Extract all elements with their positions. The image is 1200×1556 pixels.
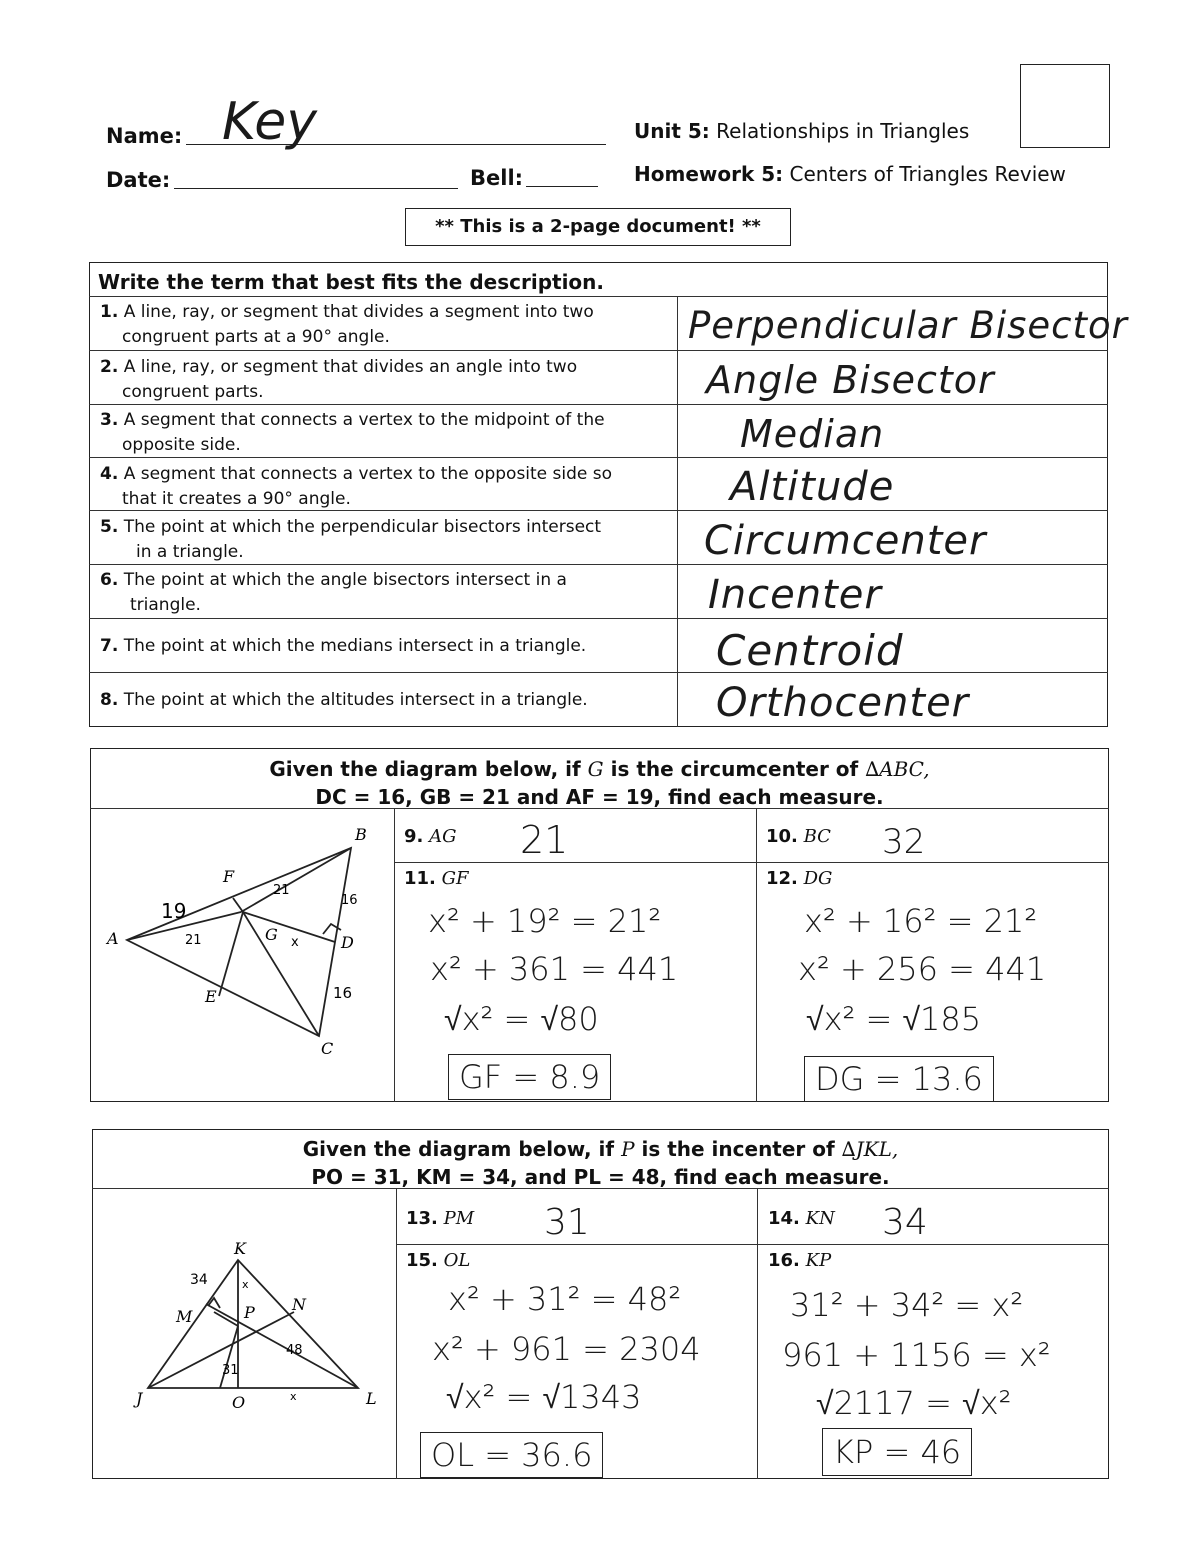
value-x: x — [290, 1390, 297, 1403]
answer-12-box: DG = 13.6 — [804, 1056, 994, 1102]
question-number: 13. — [406, 1208, 438, 1229]
value-16: 16 — [333, 984, 353, 1002]
row-line — [394, 862, 1109, 863]
heading-text: Given the diagram below, if — [269, 757, 588, 781]
question-14 — [768, 1208, 835, 1229]
notice-text: ** This is a 2-page document! ** — [435, 216, 761, 237]
term-description: A line, ray, or segment that divides an angle into two — [123, 357, 578, 377]
unit-label: Unit 5: — [634, 119, 710, 143]
value-21: 21 — [273, 883, 290, 898]
question-11 — [404, 868, 469, 889]
row-line — [396, 1244, 1109, 1245]
triangle-jkl-diagram — [96, 1192, 392, 1476]
value-48: 48 — [286, 1343, 303, 1358]
row-line — [89, 350, 1108, 351]
value-34: 34 — [190, 1272, 208, 1288]
value-x: x — [291, 935, 299, 950]
work-16-line-3: √2117 = √x² — [816, 1384, 1012, 1422]
label-a: A — [107, 929, 119, 948]
question-var: OL — [443, 1250, 471, 1271]
question-number: 11. — [404, 868, 436, 889]
unit-heading — [634, 119, 969, 143]
work-16-line-1: 31² + 34² = x² — [790, 1286, 1024, 1324]
bell-field[interactable] — [526, 160, 598, 187]
label-f: F — [223, 867, 235, 886]
term-number: 5. — [100, 517, 119, 537]
heading-text: is the incenter of — [634, 1137, 842, 1161]
term-row-8 — [100, 688, 588, 713]
label-p: P — [244, 1303, 255, 1322]
question-13 — [406, 1208, 474, 1229]
term-description: triangle. — [130, 595, 201, 615]
term-number: 2. — [100, 357, 119, 377]
question-var: AG — [429, 826, 457, 847]
label-k: K — [234, 1239, 246, 1258]
homework-heading — [634, 162, 1066, 186]
question-9 — [404, 826, 457, 847]
term-answer-8: Orthocenter — [716, 680, 970, 726]
term-number: 7. — [100, 636, 119, 656]
label-o: O — [232, 1393, 246, 1412]
row-line — [92, 1188, 1109, 1189]
work-15-line-2: x² + 961 = 2304 — [432, 1330, 701, 1368]
work-11-line-3: √x² = √80 — [444, 1000, 599, 1038]
question-var: GF — [441, 868, 469, 889]
term-description: The point at which the altitudes intersect in a triangle. — [123, 690, 588, 710]
term-number: 3. — [100, 410, 119, 430]
label-b: B — [355, 825, 367, 844]
question-number: 14. — [768, 1208, 800, 1229]
term-row-2 — [100, 355, 577, 405]
heading-givens: PO = 31, KM = 34, and PL = 48, find each measure. — [311, 1165, 890, 1189]
name-value: Key — [222, 92, 318, 152]
section2-heading — [92, 1135, 1109, 1191]
answer-15-box: OL = 36.6 — [420, 1432, 603, 1478]
term-description: congruent parts at a 90° angle. — [122, 327, 390, 347]
term-description: The point at which the medians intersect in a triangle. — [123, 636, 587, 656]
work-15-line-1: x² + 31² = 48² — [448, 1280, 682, 1318]
col-line — [394, 808, 395, 1102]
heading-var: G — [587, 757, 604, 781]
name-label: Name: — [106, 124, 183, 148]
triangle-abc-diagram — [95, 812, 391, 1098]
row-line — [89, 296, 1108, 297]
work-15-line-3: √x² = √1343 — [446, 1378, 642, 1416]
question-number: 16. — [768, 1250, 800, 1271]
term-answer-2: Angle Bisector — [706, 358, 995, 402]
value-16: 16 — [341, 893, 358, 908]
term-answer-7: Centroid — [716, 626, 904, 675]
question-number: 9. — [404, 826, 424, 847]
unit-title: Relationships in Triangles — [716, 119, 970, 143]
terms-heading: Write the term that best fits the description. — [98, 270, 605, 294]
question-12 — [766, 868, 832, 889]
term-row-1 — [100, 300, 594, 350]
heading-text: is the circumcenter of — [603, 757, 866, 781]
term-description: A segment that connects a vertex to the midpoint of the — [123, 410, 605, 430]
question-number: 15. — [406, 1250, 438, 1271]
term-description: The point at which the angle bisectors intersect in a — [123, 570, 567, 590]
section1-heading — [90, 755, 1109, 811]
term-answer-5: Circumcenter — [704, 518, 987, 564]
notice-box — [405, 208, 791, 246]
term-description: in a triangle. — [136, 542, 244, 562]
term-description: opposite side. — [122, 435, 241, 455]
term-row-7 — [100, 634, 586, 659]
term-answer-6: Incenter — [708, 572, 882, 618]
heading-triangle: ∆JKL, — [841, 1137, 899, 1161]
question-number: 10. — [766, 826, 798, 847]
heading-givens: DC = 16, GB = 21 and AF = 19, find each measure. — [315, 785, 884, 809]
date-label: Date: — [106, 168, 171, 192]
term-row-4 — [100, 462, 612, 512]
term-number: 4. — [100, 464, 119, 484]
term-row-6 — [100, 568, 567, 618]
work-11-line-1: x² + 19² = 21² — [428, 902, 662, 940]
term-row-3 — [100, 408, 605, 458]
question-number: 12. — [766, 868, 798, 889]
row-line — [90, 808, 1109, 809]
label-l: L — [366, 1389, 377, 1408]
work-11-line-2: x² + 361 = 441 — [430, 950, 679, 988]
question-16 — [768, 1250, 831, 1271]
terms-divider — [677, 296, 678, 727]
date-field[interactable] — [174, 160, 458, 189]
bell-label: Bell: — [470, 166, 524, 190]
question-10 — [766, 826, 831, 847]
question-var: BC — [803, 826, 831, 847]
label-m: M — [176, 1307, 193, 1326]
question-15 — [406, 1250, 470, 1271]
work-12-line-3: √x² = √185 — [806, 1000, 982, 1038]
term-number: 6. — [100, 570, 119, 590]
answer-13: 31 — [544, 1202, 590, 1243]
work-16-line-2: 961 + 1156 = x² — [782, 1336, 1051, 1374]
term-row-5 — [100, 515, 601, 565]
value-21: 21 — [185, 933, 202, 948]
col-line — [396, 1188, 397, 1479]
label-n: N — [292, 1295, 306, 1314]
value-x: x — [242, 1278, 249, 1291]
row-line — [89, 618, 1108, 619]
answer-14: 34 — [882, 1202, 928, 1243]
term-description: congruent parts. — [122, 382, 264, 402]
heading-var: P — [621, 1137, 635, 1161]
answer-9: 21 — [520, 818, 569, 862]
question-var: KN — [805, 1208, 835, 1229]
term-number: 8. — [100, 690, 119, 710]
question-var: PM — [443, 1208, 475, 1229]
answer-10: 32 — [882, 822, 926, 862]
label-j: J — [136, 1389, 143, 1408]
homework-label: Homework 5: — [634, 162, 784, 186]
term-number: 1. — [100, 302, 119, 322]
term-description: A line, ray, or segment that divides a segment into two — [123, 302, 594, 322]
work-12-line-1: x² + 16² = 21² — [804, 902, 1038, 940]
answer-11-box: GF = 8.9 — [448, 1054, 611, 1100]
label-c: C — [321, 1039, 334, 1058]
col-line — [756, 808, 757, 1102]
work-12-line-2: x² + 256 = 441 — [798, 950, 1047, 988]
label-d: D — [341, 933, 354, 952]
term-answer-3: Median — [740, 412, 885, 456]
question-var: KP — [805, 1250, 832, 1271]
term-answer-4: Altitude — [730, 464, 895, 510]
homework-title: Centers of Triangles Review — [789, 162, 1066, 186]
term-answer-1: Perpendicular Bisector — [688, 304, 1128, 347]
heading-text: Given the diagram below, if — [302, 1137, 622, 1161]
heading-triangle: ∆ABC, — [865, 757, 930, 781]
term-description: that it creates a 90° angle. — [122, 489, 351, 509]
value-19: 19 — [161, 899, 187, 923]
term-description: A segment that connects a vertex to the opposite side so — [123, 464, 613, 484]
row-line — [89, 672, 1108, 673]
label-e: E — [205, 987, 217, 1006]
score-box[interactable] — [1020, 64, 1110, 148]
question-var: DG — [803, 868, 833, 889]
answer-16-box: KP = 46 — [822, 1428, 972, 1476]
term-description: The point at which the perpendicular bisectors intersect — [123, 517, 602, 537]
value-31: 31 — [222, 1363, 239, 1378]
col-line — [757, 1188, 758, 1479]
label-g: G — [265, 925, 278, 944]
